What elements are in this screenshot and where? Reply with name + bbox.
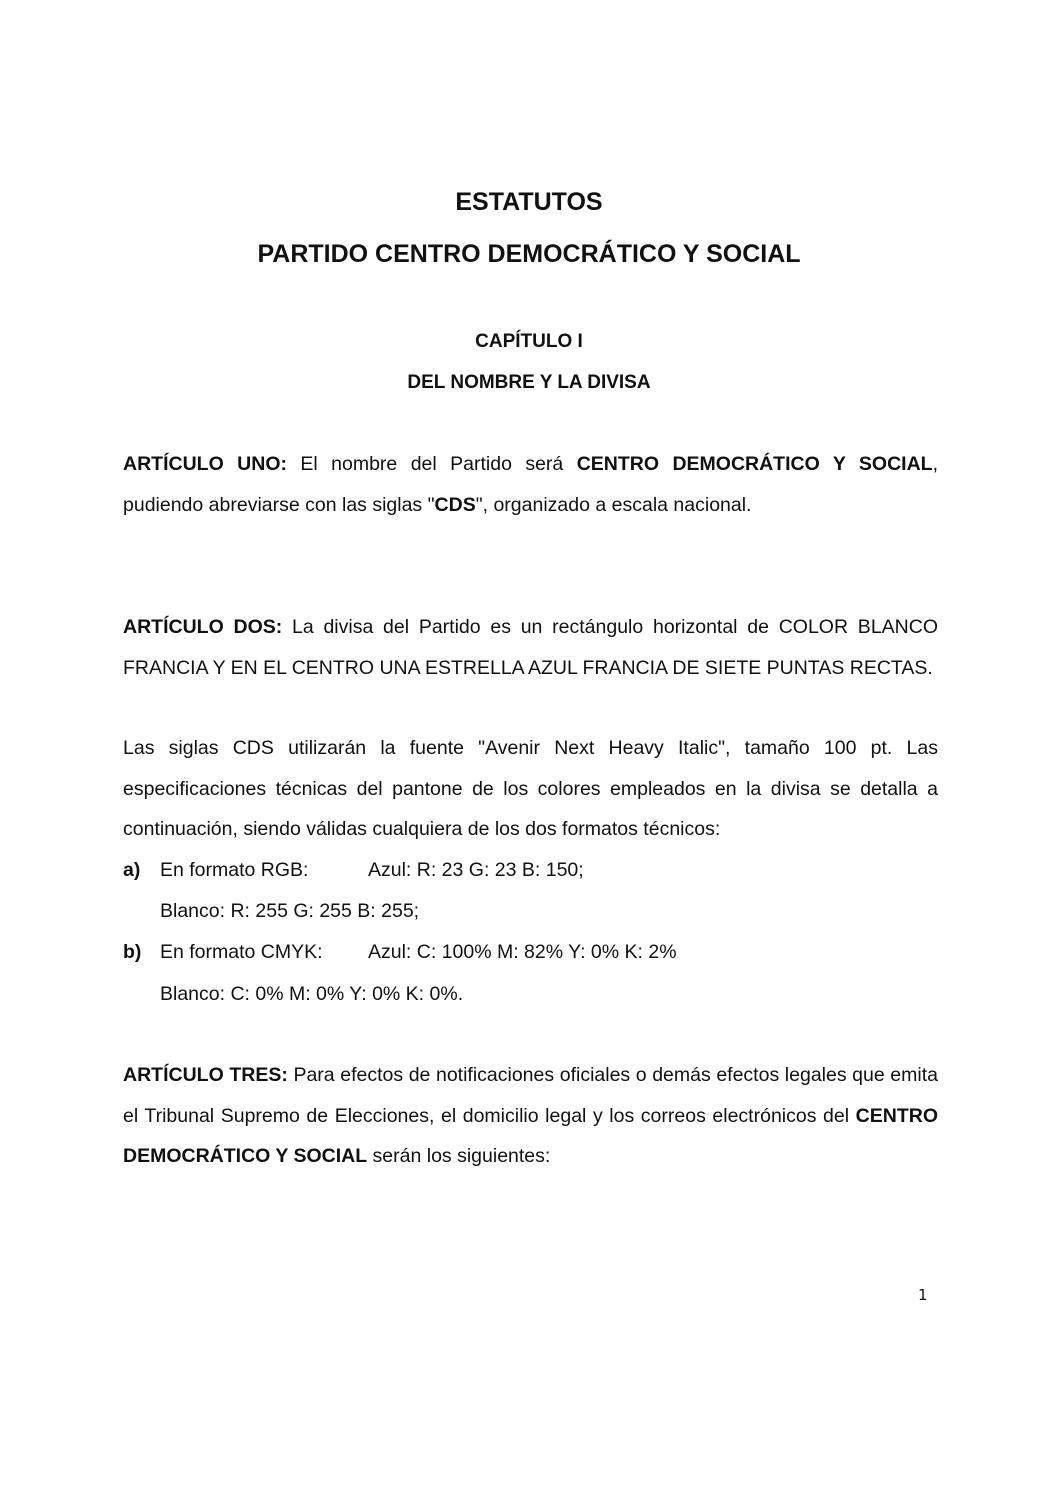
article-text: El nombre del Partido será: [286, 453, 577, 475]
item-b-format: En formato CMYK:: [160, 941, 323, 963]
article-uno: [123, 444, 938, 525]
chapter-number: CAPÍTULO I: [475, 331, 583, 352]
article-dos: [123, 607, 938, 688]
item-b-azul: Azul: C: 100% M: 82% Y: 0% K: 2%: [368, 941, 677, 963]
article-text: , pudiendo abreviarse con las siglas ": [123, 453, 938, 516]
item-a-label: a): [123, 859, 141, 881]
article-text: Para efectos de notificaciones oficiales o demás efectos legales que emita el Tribunal Supremo de Elecciones, el domicilio legal y los correos electrónicos del: [123, 1064, 938, 1127]
party-acronym-bold: CDS: [434, 493, 476, 516]
article-text: La divisa del Partido es un rectángulo horizontal de COLOR BLANCO FRANCIA Y EN EL CENTRO UNA ESTRELLA AZUL FRANCIA DE SIETE PUNTAS RECTAS.: [123, 616, 939, 679]
document-title: ESTATUTOS: [455, 188, 603, 216]
article-label: ARTÍCULO TRES:: [123, 1064, 288, 1086]
party-name-bold: CENTRO DEMOCRÁTICO Y SOCIAL: [123, 1104, 938, 1167]
item-b-label: b): [123, 941, 142, 963]
article-tres: [123, 1055, 938, 1177]
article-text: ", organizado a escala nacional.: [475, 493, 752, 516]
item-a-blanco: Blanco: R: 255 G: 255 B: 255;: [160, 900, 420, 922]
article-label: ARTÍCULO DOS:: [123, 616, 283, 638]
article-text: serán los siguientes:: [367, 1145, 551, 1167]
item-b-blanco: Blanco: C: 0% M: 0% Y: 0% K: 0%.: [160, 983, 464, 1005]
item-a-format: En formato RGB:: [160, 859, 309, 881]
chapter-name: DEL NOMBRE Y LA DIVISA: [407, 372, 651, 393]
article-dos-specs: [123, 728, 938, 850]
article-text: Las siglas CDS utilizarán la fuente "Avenir Next Heavy Italic", tamaño 100 pt. Las especificaciones técnicas del pantone de los colores empleados en la divisa se detalla a continuación, siendo válidas cualquiera de los dos formatos técnicos:: [123, 737, 938, 840]
page-number: 1: [918, 1286, 928, 1304]
item-a-azul: Azul: R: 23 G: 23 B: 150;: [368, 859, 584, 881]
party-name-bold: CENTRO DEMOCRÁTICO Y SOCIAL: [576, 453, 933, 475]
article-label: ARTÍCULO UNO:: [123, 453, 287, 475]
party-name-title: PARTIDO CENTRO DEMOCRÁTICO Y SOCIAL: [257, 240, 801, 268]
